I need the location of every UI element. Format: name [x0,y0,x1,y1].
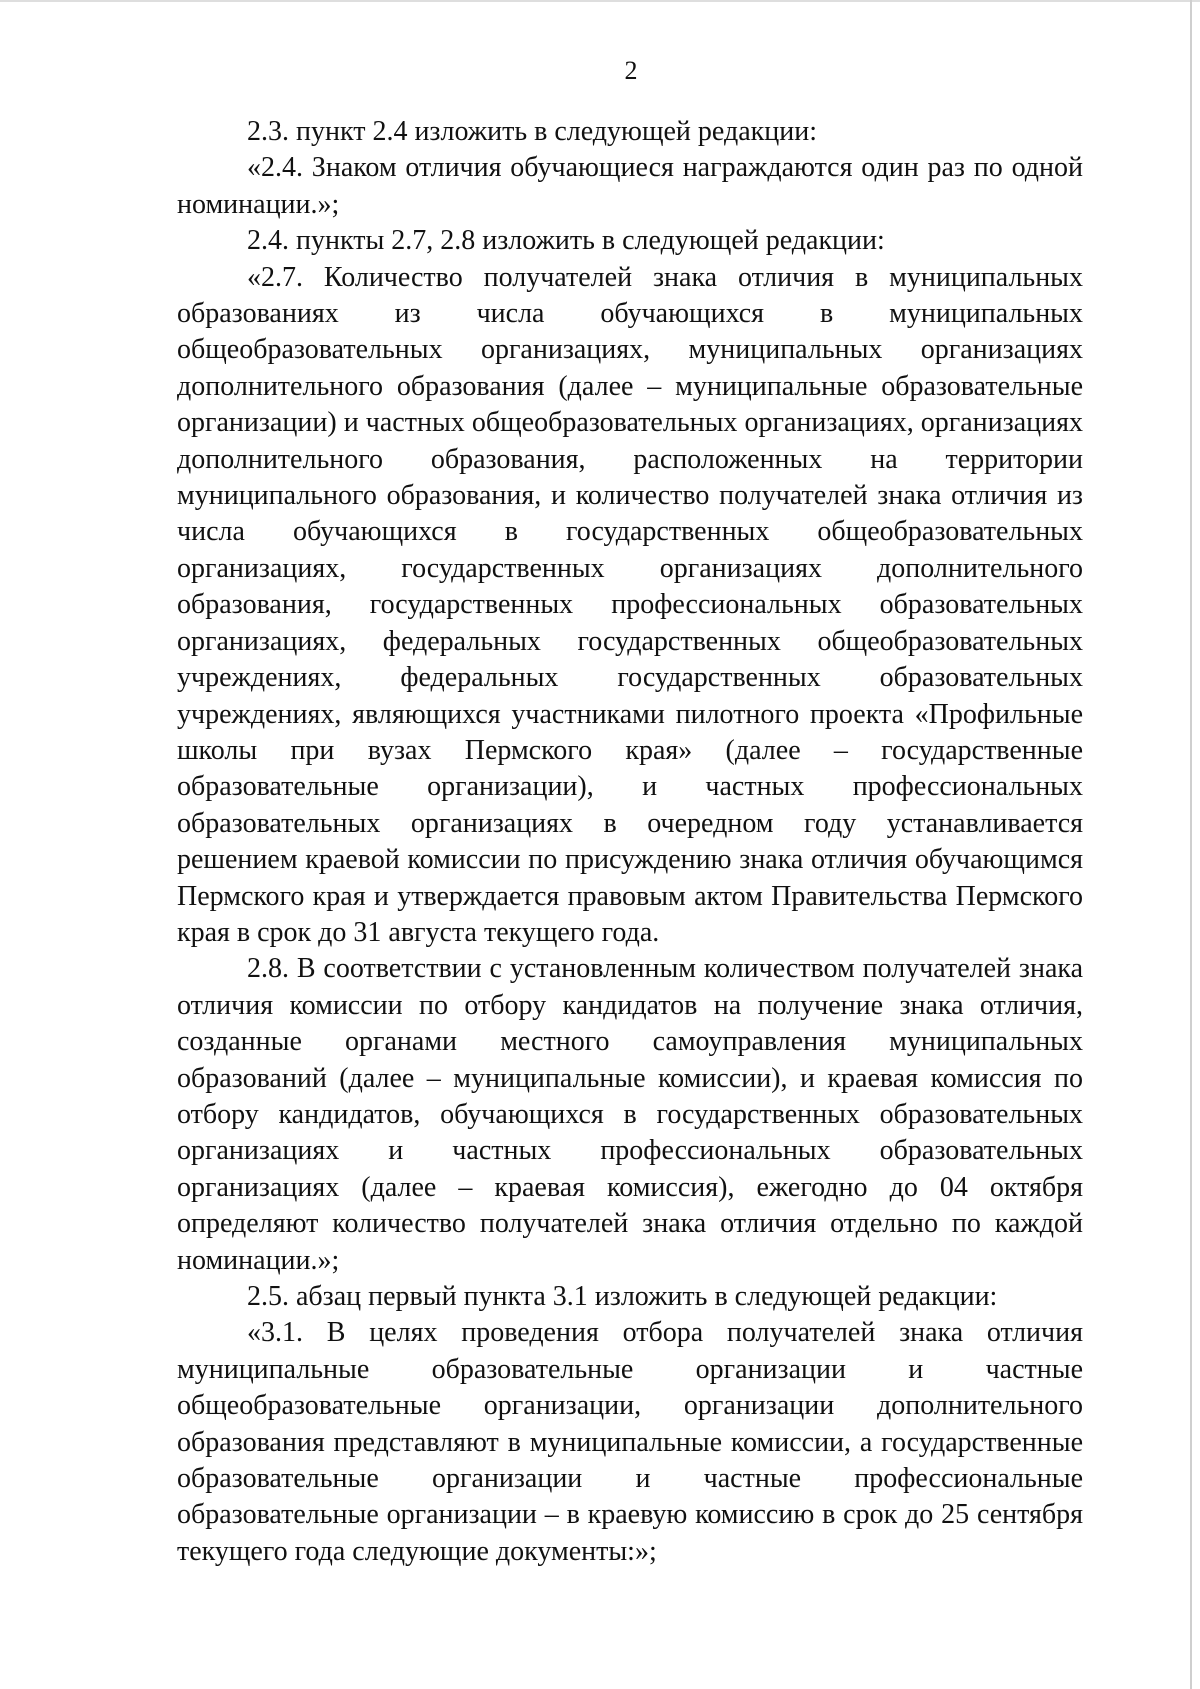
paragraph-2-4-text: «2.4. Знаком отличия обучающиеся награждаются один раз по одной номинации.»; [177,152,1083,220]
paragraph-2-8-text: 2.8. В соответствии с установленным количеством получателей знака отличия комиссии по отбору кандидатов на получение знака отличия, созданные органами местного самоуправления муниципальных образований (далее – муниципальные комиссии), и краевая комиссия по отбору кандидатов, обучающихся в государственных образовательных организациях и частных профессиональных образовательных организациях (далее – краевая комиссия), ежегодно до 04 октября определяют количество получателей знака отличия отдельно по каждой номинации.»; [177,953,1083,1276]
page-right-edge [1190,0,1192,1689]
paragraph-3-1-text: «3.1. В целях проведения отбора получателей знака отличия муниципальные образовательные организации и частные общеобразовательные организации, организации дополнительного образования представляют в муниципальные комиссии, а государственные образовательные организации и частные профессиональные образовательные организации – в краевую комиссию в срок до 25 сентября текущего года следующие документы:»; [177,1317,1083,1567]
paragraph-2-5: 2.5. абзац первый пункта 3.1 изложить в следующей редакции: [247,1281,998,1312]
page-number: 2 [624,56,638,85]
paragraph-2-7-text: «2.7. Количество получателей знака отличия в муниципальных образованиях из числа обучающихся в муниципальных общеобразовательных организациях, муниципальных организациях дополнительного образования (далее – муниципальные образовательные организации) и частных общеобразовательных организациях, организациях дополнительного образования, расположенных на территории муниципального образования, и количество получателей знака отличия из числа обучающихся в государственных общеобразовательных организациях, государственных организациях дополнительного образования, государственных профессиональных образовательных организациях, федеральных государственных общеобразовательных учреждениях, федеральных государственных образовательных учреждениях, являющихся участниками пилотного проекта «Профильные школы при вузах Пермского края» (далее – государственные образовательные организации), и частных профессиональных образовательных организациях в очередном году устанавливается решением краевой комиссии по присуждению знака отличия обучающимся Пермского края и утверждается правовым актом Правительства Пермского края в срок до 31 августа текущего года. [177,261,1083,948]
paragraph-2-4: 2.4. пункты 2.7, 2.8 изложить в следующей редакции: [247,225,885,257]
page-top-edge [0,0,1200,2]
document-body [177,114,1083,1570]
paragraph-2-3: 2.3. пункт 2.4 изложить в следующей редакции: [247,116,817,147]
